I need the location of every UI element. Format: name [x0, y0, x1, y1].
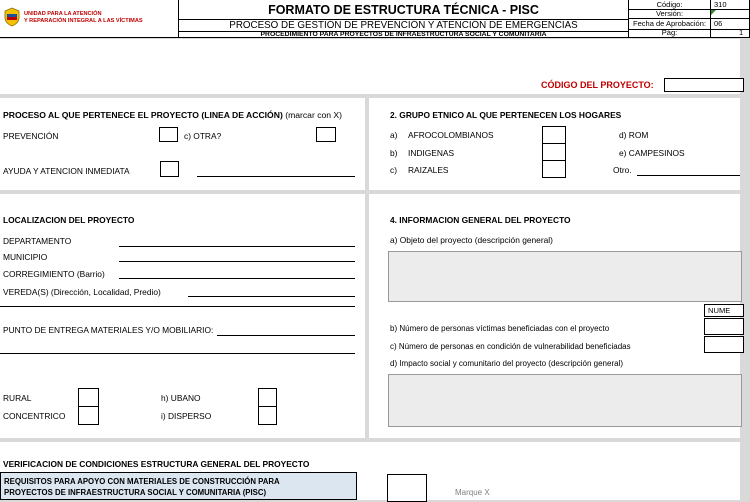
prevencion-checkbox[interactable] — [159, 127, 178, 142]
numero-header — [704, 304, 744, 317]
version-label: Versión: — [655, 9, 684, 18]
rom-label: d) ROM — [619, 130, 649, 140]
indigenas-label: INDIGENAS — [408, 148, 455, 158]
municipio-label: MUNICIPIO — [3, 252, 48, 262]
afro-checkbox[interactable] — [543, 127, 565, 143]
vulnerabilidad-input[interactable] — [704, 336, 744, 353]
numero-header-label: NUME — [708, 306, 731, 315]
section2-title: 2. GRUPO ETNICO AL QUE PERTENECEN LOS HOGARES — [390, 110, 622, 120]
project-code-input[interactable] — [664, 78, 744, 92]
otra-label: c) OTRA? — [184, 131, 222, 141]
corregimiento-label: CORREGIMIENTO (Barrio) — [3, 269, 105, 279]
otro-line[interactable] — [637, 175, 740, 176]
vereda-line[interactable] — [188, 296, 355, 297]
ayuda-checkbox[interactable] — [160, 161, 179, 177]
meta-values — [710, 0, 750, 38]
punto-entrega-line[interactable] — [217, 335, 355, 336]
procedure-name: PROCEDIMIENTO PARA PROYECTOS DE INFRAESTRUCTURA SOCIAL Y COMUNITARIA — [260, 31, 547, 38]
unidad-logo-icon — [4, 7, 20, 27]
objeto-textarea[interactable] — [388, 251, 742, 302]
requisitos-line1: REQUISITOS PARA APOYO CON MATERIALES DE CONSTRUCCIÓN PARA — [4, 477, 280, 486]
section-grupo-etnico — [369, 98, 740, 190]
disperso-checkbox[interactable] — [259, 407, 276, 424]
campesinos-label: e) CAMPESINOS — [619, 148, 685, 158]
logo-line1: UNIDAD PARA LA ATENCIÓN — [24, 11, 102, 17]
section5-title: VERIFICACION DE CONDICIONES ESTRUCTURA GENERAL DEL PROYECTO — [3, 459, 310, 469]
section-proceso — [0, 98, 365, 190]
section3-title: LOCALIZACION DEL PROYECTO — [3, 215, 135, 225]
project-code-label: CÓDIGO DEL PROYECTO: — [541, 80, 654, 90]
pag-value: 1 — [739, 28, 744, 37]
codigo-value: 310 — [714, 0, 727, 9]
victimas-input[interactable] — [704, 318, 744, 335]
municipio-line[interactable] — [119, 261, 355, 262]
project-code-strip — [0, 39, 740, 94]
fecha-label: Fecha de Aprobación: — [633, 19, 706, 28]
version-marker — [711, 10, 716, 15]
section-localizacion — [0, 194, 365, 438]
concentrico-label: CONCENTRICO — [3, 411, 66, 421]
raizales-label: RAIZALES — [408, 165, 449, 175]
marque-checkbox[interactable] — [387, 474, 427, 502]
section-verificacion — [0, 442, 740, 500]
fecha-value: 06 — [714, 19, 723, 28]
codigo-label: Código: — [656, 0, 683, 9]
pag-label: Pág: — [661, 28, 678, 37]
process-name: PROCESO DE GESTIÓN DE PREVENCIÓN Y ATENCIÓN DE EMERGENCIAS — [229, 20, 578, 31]
concentrico-checkbox[interactable] — [79, 407, 98, 424]
section-informacion — [369, 194, 740, 438]
departamento-line[interactable] — [119, 246, 355, 247]
urbano-checkbox[interactable] — [259, 389, 276, 406]
rural-checkbox[interactable] — [79, 389, 98, 406]
raizales-prefix: c) — [390, 165, 397, 175]
raizales-checkbox[interactable] — [543, 161, 565, 177]
objeto-label: a) Objeto del proyecto (descripción general) — [390, 235, 553, 245]
ayuda-label: AYUDA Y ATENCION INMEDIATA — [3, 166, 130, 176]
urbano-label: h) UBANO — [161, 393, 201, 403]
extra-line-2[interactable] — [0, 353, 355, 354]
impacto-label: d) Impacto social y comunitario del proyecto (descripción general) — [390, 359, 623, 368]
departamento-label: DEPARTAMENTO — [3, 236, 72, 246]
form-title: FORMATO DE ESTRUCTURA TÉCNICA - PISC — [268, 3, 539, 17]
logo-line2: Y REPARACIÓN INTEGRAL A LAS VÍCTIMAS — [24, 18, 143, 24]
requisitos-line2: PROYECTOS DE INFRAESTRUCTURA SOCIAL Y COMUNITARIA (PISC) — [4, 488, 267, 497]
extra-line-1[interactable] — [0, 306, 355, 307]
rural-label: RURAL — [3, 393, 32, 403]
prevencion-label: PREVENCIÓN — [3, 131, 59, 141]
title-cell — [178, 0, 629, 38]
disperso-label: i) DISPERSO — [161, 411, 212, 421]
indigenas-checkbox[interactable] — [543, 144, 565, 160]
afro-label: AFROCOLOMBIANOS — [408, 130, 494, 140]
corregimiento-line[interactable] — [119, 278, 355, 279]
ayuda-line[interactable] — [197, 176, 355, 177]
victimas-label: b) Número de personas víctimas beneficiadas con el proyecto — [390, 324, 610, 333]
marque-label: Marque X — [455, 488, 490, 497]
punto-entrega-label: PUNTO DE ENTREGA MATERIALES Y/O MOBILIARIO: — [3, 325, 214, 335]
vereda-label: VEREDA(S) (Dirección, Localidad, Predio) — [3, 287, 161, 297]
meta-labels — [628, 0, 711, 38]
logo-cell — [0, 0, 179, 38]
section4-title: 4. INFORMACION GENERAL DEL PROYECTO — [390, 215, 571, 225]
header — [0, 0, 744, 38]
impacto-textarea[interactable] — [388, 374, 742, 427]
vulnerabilidad-label: c) Número de personas en condición de vulnerabilidad beneficiadas — [390, 342, 631, 351]
section1-title: PROCESO AL QUE PERTENECE EL PROYECTO (LINEA DE ACCIÓN) (marcar con X) — [3, 110, 343, 120]
indigenas-prefix: b) — [390, 148, 398, 158]
requisitos-box — [0, 472, 357, 500]
otro-label: Otro. — [613, 165, 632, 175]
otra-checkbox[interactable] — [316, 127, 336, 142]
afro-prefix: a) — [390, 130, 398, 140]
